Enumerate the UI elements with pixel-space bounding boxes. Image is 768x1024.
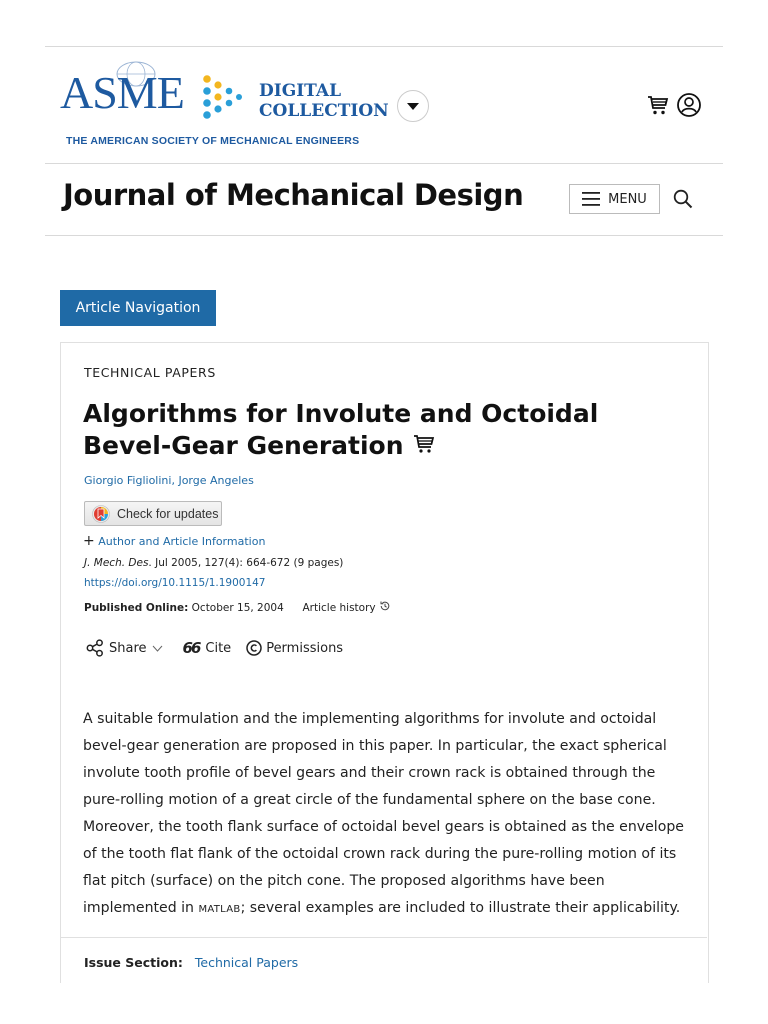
matlab-smallcaps: MATLAB	[198, 904, 241, 915]
permissions-button[interactable]	[246, 640, 343, 656]
permissions-label: Permissions	[266, 640, 344, 656]
cite-button[interactable]	[183, 639, 232, 657]
citation-details: . Jul 2005, 127(4): 664-672 (9 pages)	[148, 557, 344, 569]
copyright-icon	[246, 640, 262, 656]
user-account-icon[interactable]	[676, 92, 702, 118]
share-label: Share	[109, 640, 147, 656]
search-icon[interactable]	[673, 189, 693, 209]
journal-title[interactable]: Journal of Mechanical Design	[63, 178, 524, 212]
hamburger-icon	[582, 192, 600, 206]
quote-icon: 66	[182, 639, 200, 657]
issue-section	[84, 955, 298, 970]
section-label: TECHNICAL PAPERS	[84, 365, 216, 380]
history-icon[interactable]	[379, 600, 391, 612]
purchase-cart-icon[interactable]	[412, 433, 436, 455]
published-online	[84, 600, 391, 614]
share-icon	[86, 639, 104, 657]
author-info-label: Author and Article Information	[98, 535, 266, 548]
digital-collection-label: DIGITAL COLLECTION	[259, 81, 389, 121]
issue-section-label: Issue Section:	[84, 955, 183, 970]
published-date: October 15, 2004	[191, 602, 284, 614]
article-authors[interactable]: Giorgio Figliolini, Jorge Angeles	[84, 474, 254, 487]
menu-label: MENU	[608, 191, 647, 207]
journal-abbrev: J. Mech. Des	[84, 557, 149, 569]
crossmark-icon	[92, 505, 110, 523]
article-title: Algorithms for Involute and Octoidal Bevel-Gear Generation	[83, 399, 599, 460]
share-button[interactable]	[86, 639, 163, 657]
plus-icon: +	[83, 533, 95, 549]
header-divider	[45, 163, 723, 164]
card-divider	[61, 937, 707, 938]
author-article-info-toggle[interactable]	[83, 533, 265, 549]
journal-divider	[45, 235, 723, 236]
cite-label: Cite	[205, 640, 232, 656]
asme-wordmark: ASME	[60, 67, 184, 118]
chevron-down-icon	[152, 645, 163, 652]
collection-dropdown-button[interactable]	[397, 90, 429, 122]
asme-tagline: THE AMERICAN SOCIETY OF MECHANICAL ENGINEERS	[66, 135, 360, 147]
check-for-updates-button[interactable]	[84, 501, 222, 526]
caret-down-icon	[406, 102, 420, 111]
menu-button[interactable]	[569, 184, 660, 214]
published-label: Published Online:	[84, 602, 189, 614]
issue-section-link[interactable]: Technical Papers	[194, 955, 299, 970]
check-for-updates-label: Check for updates	[117, 506, 219, 521]
article-abstract: A suitable formulation and the implementing algorithms for involute and octoidal bevel-gear generation are proposed in this paper. In particular, the exact spherical involute tooth profile of bevel gears and their crown rack is obtained through the pure-rolling motion of a great circle of the fundamental sphere on the base cone. Moreover, the tooth flank surface of octoidal bevel gears is obtained as the envelope of the tooth flat flank of the octoidal crown rack during the pure-rolling motion of its flat pitch (surface) on the pitch cone. The proposed algorithms have been implemented in MATLAB; several examples are included to illustrate their applicability.	[83, 711, 684, 916]
article-navigation-button[interactable]: Article Navigation	[60, 290, 216, 326]
cart-icon[interactable]	[646, 93, 670, 117]
top-divider	[45, 46, 723, 47]
article-actions	[86, 639, 343, 657]
citation-line	[84, 557, 343, 569]
dots-icon	[201, 73, 253, 125]
doi-link[interactable]: https://doi.org/10.1115/1.1900147	[84, 577, 266, 589]
article-history-link[interactable]: Article history	[302, 602, 376, 614]
